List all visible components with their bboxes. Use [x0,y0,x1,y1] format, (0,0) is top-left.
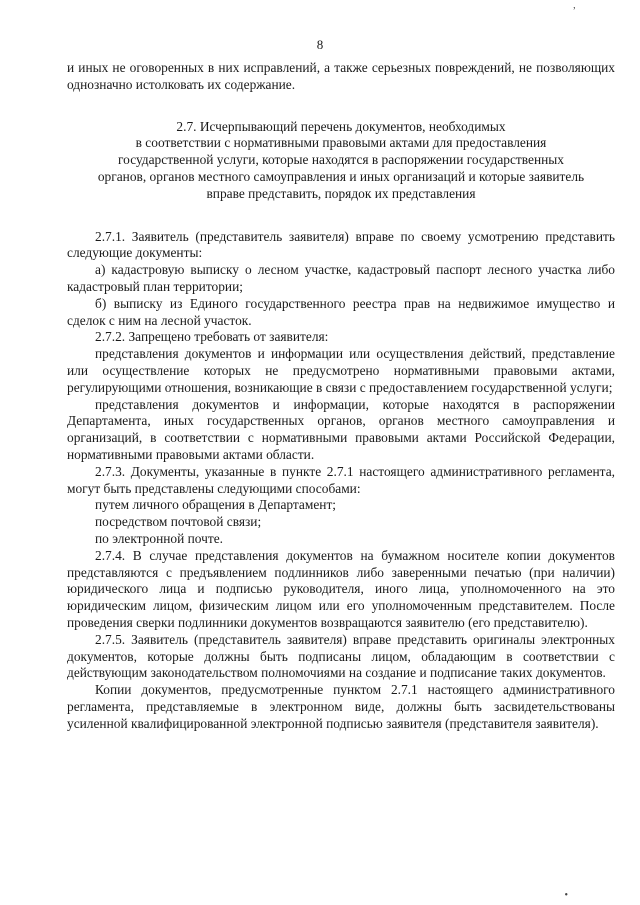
intro-paragraph: и иных не оговоренных в них исправлений, а также серьезных повреждений, не позволяющих однозначно истолковать их содержание. [67,60,615,92]
heading-line: 2.7. Исчерпывающий перечень документов, необходимых [176,118,506,134]
method-post: посредством почтовой связи; [95,514,262,530]
paragraph-copies: Копии документов, предусмотренные пунктом 2.7.1 настоящего административного регламента, представляемые в электронном виде, должны быть засвидетельствованы усиленной квалифицированной электронной подписью заявителя (представителя заявителя). [67,682,615,731]
paragraph-prohibition-2: представления документов и информации, которые находятся в распоряжении Департамента, иных государственных органов, органов местного самоуправления и организаций, в соответствии с нормативными правовыми актами Российской Федерации, нормативными правовыми актами области. [67,396,615,462]
paragraph-prohibition-1: представления документов и информации или осуществления действий, представление или осуществление которых не предусмотрено нормативными правовыми актами, регулирующими отношения, возникающие в связи с предоставлением государственной услуги; [67,346,615,395]
paragraph-2-7-2: 2.7.2. Запрещено требовать от заявителя: [95,329,329,345]
bottom-mark: • [564,890,568,901]
paragraph-2-7-4: 2.7.4. В случае представления документов на бумажном носителе копии документов представляются с предъявлением подлинников либо заверенными печатью (при наличии) юридического лица и подписью руководителя, иного лица, уполномоченного на это юридическим лицом, физическим лицом или его уполномоченным представителем. После проведения сверки подлинники документов возвращаются заявителю (его представителю). [67,547,615,630]
section-heading [67,119,615,203]
heading-line: в соответствии с нормативными правовыми актами для предоставления [135,135,547,151]
heading-line: государственной услуги, которые находятся в распоряжении государственных [118,152,564,168]
page-number: 8 [316,37,324,52]
heading-line: органов, органов местного самоуправления и иных организаций и которые заявитель [97,168,585,184]
paragraph-2-7-5: 2.7.5. Заявитель (представитель заявителя) вправе представить оригиналы электронных документов, которые должны быть подписаны лицом, обладающим в соответствии с действующим законодательством полномочиями на создание и подписание таких документов. [67,631,615,681]
paragraph-2-7-1: 2.7.1. Заявитель (представитель заявителя) вправе по своему усмотрению представить следующие документы: [67,228,615,261]
method-email: по электронной почте. [95,530,224,546]
paragraph-2-7-3: 2.7.3. Документы, указанные в пункте 2.7.1 настоящего административного регламента, могут быть представлены следующими способами: [67,463,615,496]
heading-line: вправе представить, порядок их представления [206,185,476,201]
corner-mark: ‚ [572,0,576,11]
paragraph-item-b: б) выписку из Единого государственного реестра прав на недвижимое имущество и сделок с ним на лесной участок. [67,295,615,328]
method-in-person: путем личного обращения в Департамент; [95,497,337,513]
document-body [67,60,615,732]
paragraph-item-a: а) кадастровую выписку о лесном участке, кадастровый паспорт лесного участка либо кадастровый план территории; [67,262,615,294]
